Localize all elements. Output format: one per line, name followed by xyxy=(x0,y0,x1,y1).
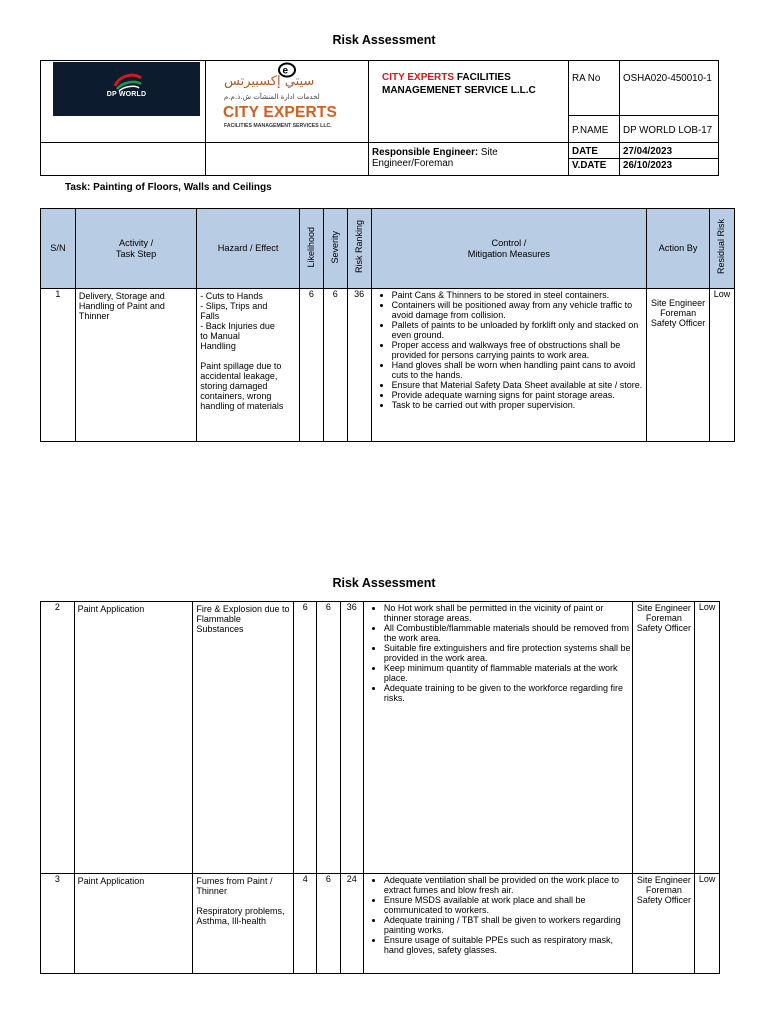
company-name-cell xyxy=(369,61,569,143)
row-likelihood: 6 xyxy=(294,602,317,874)
col-risk-ranking: Risk Ranking xyxy=(353,220,364,274)
control-item: • Suitable fire extinguishers and fire protection systems shall be provided in the work area. xyxy=(384,643,633,663)
col-residual-risk: Residual Risk xyxy=(716,219,727,275)
company-name xyxy=(382,71,568,97)
cityexperts-logo-name: CITY EXPERTS xyxy=(223,104,338,121)
row-likelihood: 6 xyxy=(299,289,323,442)
row-action-by: Site Engineer Foreman Safety Officer xyxy=(647,289,710,442)
row-activity: Paint Application xyxy=(74,602,193,874)
row-ranking: 36 xyxy=(347,289,371,442)
row-residual: Low xyxy=(709,289,734,442)
row-sn: 1 xyxy=(41,289,76,442)
control-item: • Adequate training / TBT shall be given to workers regarding painting works. xyxy=(384,915,633,935)
vdate-value: 26/10/2023 xyxy=(620,159,719,176)
row-activity: Delivery, Storage and Handling of Paint and Thinner xyxy=(75,289,196,442)
control-item: • Keep minimum quantity of flammable materials at the work place. xyxy=(384,663,633,683)
row-controls xyxy=(363,874,633,974)
control-item: • Containers will be positioned away from any vehicle traffic to avoid damage from collision. xyxy=(392,300,647,320)
cityexperts-logo-cell xyxy=(206,61,369,143)
row-residual: Low xyxy=(695,874,720,974)
cityexperts-arabic-sub: لخدمات ادارة المنشآت ش.ذ.م.م xyxy=(224,93,320,101)
col-control: Control / Mitigation Measures xyxy=(371,209,647,289)
control-item: • All Combustible/flammable materials should be removed from the work area. xyxy=(384,623,633,643)
pname-value: DP WORLD LOB-17 xyxy=(620,116,719,143)
row-severity: 6 xyxy=(323,289,347,442)
row-residual: Low xyxy=(695,602,720,874)
header-table xyxy=(40,60,719,176)
page-title-2: Risk Assessment xyxy=(332,576,436,590)
row-sn: 3 xyxy=(41,874,75,974)
control-item: • Provide adequate warning signs for paint storage areas. xyxy=(392,390,647,400)
row-ranking: 24 xyxy=(340,874,363,974)
control-item: • Adequate training to be given to the workforce regarding fire risks. xyxy=(384,683,633,703)
company-name-rest: FACILITIES MANAGEMENET SERVICE L.L.C xyxy=(382,72,536,96)
logo-cell-bottom xyxy=(41,143,206,176)
responsible-engineer xyxy=(369,143,569,176)
page-title: Risk Assessment xyxy=(332,33,436,47)
control-item: • Paint Cans & Thinners to be stored in steel containers. xyxy=(392,290,647,300)
col-activity: Activity / Task Step xyxy=(75,209,196,289)
task-title: Task: Painting of Floors, Walls and Ceilings xyxy=(65,182,272,193)
ra-no-label: RA No xyxy=(569,61,620,116)
dpworld-logo-cell xyxy=(41,61,206,143)
dpworld-logo-icon xyxy=(53,64,200,94)
control-item: • Adequate ventilation shall be provided on the work place to extract fumes and blow fresh air. xyxy=(384,875,633,895)
col-likelihood: Likelihood xyxy=(305,226,316,268)
row-action-by: Site Engineer Foreman Safety Officer xyxy=(633,602,695,874)
control-item: • Hand gloves shall be worn when handling paint cans to avoid cuts to the hands. xyxy=(392,360,647,380)
dpworld-logo xyxy=(53,62,200,116)
responsible-value: Site Engineer/Foreman xyxy=(372,147,498,169)
table-row xyxy=(41,289,735,442)
row-hazard: - Cuts to Hands - Slips, Trips and Falls - Back Injuries due to Manual Handling Paint spillage due to accidental leakage, storing damaged containers, wrong handling of materials xyxy=(197,289,300,442)
responsible-label: Responsible Engineer: xyxy=(372,147,479,158)
row-severity: 6 xyxy=(317,874,340,974)
company-name-red: CITY EXPERTS xyxy=(382,72,455,83)
control-list xyxy=(364,875,633,955)
row-controls xyxy=(371,289,647,442)
col-action-by: Action By xyxy=(647,209,710,289)
control-item: • Proper access and walkways free of obstructions shall be provided for persons carrying paints to work area. xyxy=(392,340,647,360)
col-hazard: Hazard / Effect xyxy=(197,209,300,289)
ra-no-value: OSHA020-450010-1 xyxy=(620,61,719,116)
control-item: • Ensure usage of suitable PPEs such as respiratory mask, hand gloves, safety glasses. xyxy=(384,935,633,955)
control-list xyxy=(364,603,633,703)
row-likelihood: 4 xyxy=(294,874,317,974)
row-hazard: Fire & Explosion due to Flammable Substances xyxy=(193,602,294,874)
row-action-by: Site Engineer Foreman Safety Officer xyxy=(633,874,695,974)
control-list xyxy=(372,290,647,410)
risk-table-2 xyxy=(40,601,720,974)
svg-text:e: e xyxy=(282,65,289,77)
table-header-row xyxy=(41,209,735,289)
control-item: • Ensure that Material Safety Data Sheet available at site / store. xyxy=(392,380,647,390)
row-ranking: 36 xyxy=(340,602,363,874)
row-hazard: Fumes from Paint / Thinner Respiratory problems, Asthma, Ill-health xyxy=(193,874,294,974)
control-item: • No Hot work shall be permitted in the vicinity of paint or thinner storage areas. xyxy=(384,603,633,623)
row-severity: 6 xyxy=(317,602,340,874)
date-value: 27/04/2023 xyxy=(620,143,719,159)
date-label: DATE xyxy=(569,143,620,159)
col-severity: Severity xyxy=(329,230,340,264)
dpworld-logo-text: DP WORLD xyxy=(106,91,147,98)
pname-label: P.NAME xyxy=(569,116,620,143)
row-sn: 2 xyxy=(41,602,75,874)
row-activity: Paint Application xyxy=(74,874,193,974)
col-sn: S/N xyxy=(41,209,76,289)
table-row xyxy=(41,874,720,974)
table-row xyxy=(41,602,720,874)
risk-table-1 xyxy=(40,208,735,442)
cityexperts-arabic-name: سيتي إكسبيرتس xyxy=(224,74,315,89)
vdate-label: V.DATE xyxy=(569,159,620,176)
control-item: • Task to be carried out with proper supervision. xyxy=(392,400,647,410)
logo-cell-bottom-2 xyxy=(206,143,369,176)
cityexperts-logo-sub: FACILITIES MANAGEMENT SERVICES LLC. xyxy=(224,123,332,129)
control-item: • Pallets of paints to be unloaded by forklift only and stacked on even ground. xyxy=(392,320,647,340)
control-item: • Ensure MSDS available at work place and shall be communicated to workers. xyxy=(384,895,633,915)
row-controls xyxy=(363,602,633,874)
